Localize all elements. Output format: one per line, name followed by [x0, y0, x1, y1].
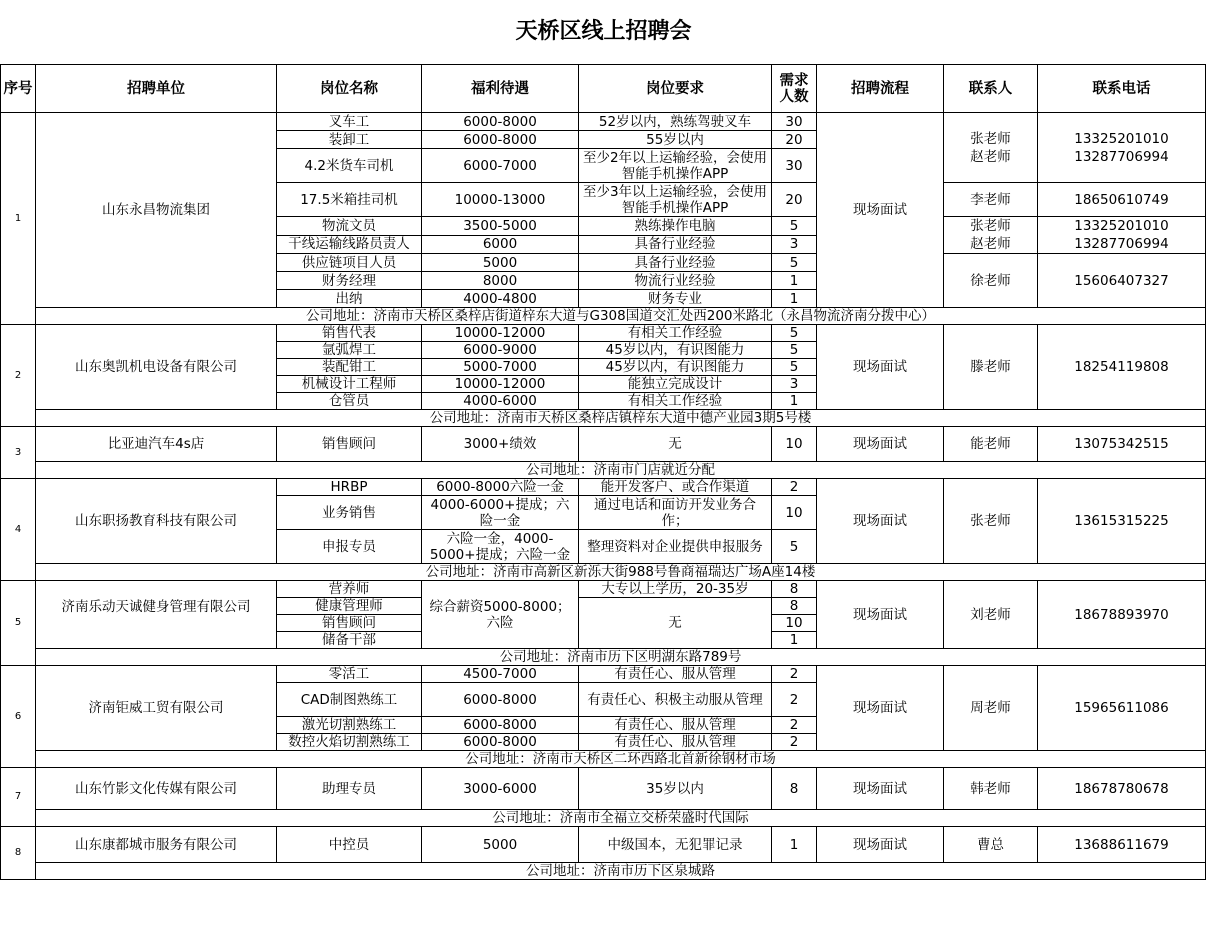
salary: 3000-6000: [422, 768, 579, 810]
position-name: 仓管员: [277, 393, 422, 410]
salary: 6000: [422, 235, 579, 254]
salary: 6000-8000: [422, 683, 579, 717]
row-number: 4: [1, 479, 36, 581]
headcount: 8: [772, 768, 817, 810]
company-address: 公司地址：济南市门店就近分配: [36, 462, 1206, 479]
company-name: 山东永昌物流集团: [36, 113, 277, 308]
position-name: 中控员: [277, 827, 422, 863]
position-name: 销售顾问: [277, 615, 422, 632]
company-address: 公司地址：济南市全福立交桥荣盛时代国际: [36, 810, 1206, 827]
company-address: 公司地址：济南市历下区泉城路: [36, 863, 1206, 880]
position-name: 干线运输线路员责人: [277, 235, 422, 254]
headcount: 30: [772, 113, 817, 131]
company-name: 济南乐动天诚健身管理有限公司: [36, 581, 277, 649]
requirement: 有责任心、服从管理: [579, 666, 772, 683]
hiring-process: 现场面试: [817, 581, 944, 649]
salary: 6000-8000六险一金: [422, 479, 579, 496]
headcount: 3: [772, 376, 817, 393]
requirement: 整理资料对企业提供申报服务: [579, 530, 772, 564]
table-row: [1, 827, 1206, 863]
header-no: 序号: [1, 65, 36, 113]
contact-phone: 15965611086: [1038, 666, 1206, 751]
requirement: 通过电话和面访开发业务合作；: [579, 496, 772, 530]
hiring-process: 现场面试: [817, 479, 944, 564]
header-phone: 联系电话: [1038, 65, 1206, 113]
headcount: 3: [772, 235, 817, 254]
salary: 5000-7000: [422, 359, 579, 376]
headcount: 10: [772, 496, 817, 530]
header-contact: 联系人: [944, 65, 1038, 113]
contact-person: 韩老师: [944, 768, 1038, 810]
company-address: 公司地址：济南市天桥区桑梓店镇梓东大道中德产业园3期5号楼: [36, 410, 1206, 427]
contact-phone: 15606407327: [1038, 254, 1206, 308]
salary: 4000-6000+提成；六险一金: [422, 496, 579, 530]
header-position: 岗位名称: [277, 65, 422, 113]
requirement: 具备行业经验: [579, 254, 772, 272]
headcount: 8: [772, 598, 817, 615]
company-name: 山东职扬教育科技有限公司: [36, 479, 277, 564]
requirement: 至少2年以上运输经验，会使用智能手机操作APP: [579, 149, 772, 183]
job-fair-table: [0, 64, 1206, 880]
salary: 六险一金，4000-5000+提成；六险一金: [422, 530, 579, 564]
position-name: 申报专员: [277, 530, 422, 564]
contact-phone: 13075342515: [1038, 427, 1206, 462]
headcount: 5: [772, 530, 817, 564]
position-name: 物流文员: [277, 217, 422, 236]
header-requirement: 岗位要求: [579, 65, 772, 113]
row-number: 3: [1, 427, 36, 479]
position-name: CAD制图熟练工: [277, 683, 422, 717]
contact-person: 张老师: [944, 479, 1038, 564]
headcount: 1: [772, 827, 817, 863]
table-row: [1, 427, 1206, 462]
row-number: 1: [1, 113, 36, 325]
hiring-process: 现场面试: [817, 768, 944, 810]
company-address: 公司地址：济南市高新区新泺大街988号鲁商福瑞达广场A座14楼: [36, 564, 1206, 581]
position-name: 氩弧焊工: [277, 342, 422, 359]
table-row: [1, 325, 1206, 342]
position-name: 销售代表: [277, 325, 422, 342]
position-name: 财务经理: [277, 272, 422, 290]
salary: 10000-12000: [422, 325, 579, 342]
address-row: [1, 751, 1206, 768]
hiring-process: 现场面试: [817, 666, 944, 751]
position-name: 数控火焰切割熟练工: [277, 734, 422, 751]
contact-phone: 13325201010 13287706994: [1038, 217, 1206, 254]
contact-person: 徐老师: [944, 254, 1038, 308]
table-row: [1, 768, 1206, 810]
address-row: [1, 649, 1206, 666]
table-row: [1, 479, 1206, 496]
headcount: 1: [772, 632, 817, 649]
requirement: 45岁以内，有识图能力: [579, 359, 772, 376]
headcount: 5: [772, 254, 817, 272]
headcount: 2: [772, 666, 817, 683]
requirement: 物流行业经验: [579, 272, 772, 290]
headcount: 2: [772, 717, 817, 734]
salary: 4000-4800: [422, 290, 579, 308]
position-name: 助理专员: [277, 768, 422, 810]
headcount: 20: [772, 131, 817, 149]
company-name: 山东竹影文化传媒有限公司: [36, 768, 277, 810]
company-name: 山东康都城市服务有限公司: [36, 827, 277, 863]
contact-person: 滕老师: [944, 325, 1038, 410]
contact-person: 李老师: [944, 183, 1038, 217]
headcount: 1: [772, 393, 817, 410]
contact-phone: 13688611679: [1038, 827, 1206, 863]
salary: 5000: [422, 827, 579, 863]
table-row: [1, 113, 1206, 131]
header-company: 招聘单位: [36, 65, 277, 113]
salary: 6000-8000: [422, 113, 579, 131]
requirement: 大专以上学历，20-35岁: [579, 581, 772, 598]
table-row: [1, 666, 1206, 683]
salary: 10000-13000: [422, 183, 579, 217]
contact-phone: 18254119808: [1038, 325, 1206, 410]
company-name: 比亚迪汽车4s店: [36, 427, 277, 462]
header-row: [1, 65, 1206, 113]
requirement: 能独立完成设计: [579, 376, 772, 393]
contact-person: 刘老师: [944, 581, 1038, 649]
position-name: 装卸工: [277, 131, 422, 149]
contact-person: 张老师 赵老师: [944, 217, 1038, 254]
salary: 8000: [422, 272, 579, 290]
headcount: 8: [772, 581, 817, 598]
salary: 5000: [422, 254, 579, 272]
hiring-process: 现场面试: [817, 325, 944, 410]
row-number: 5: [1, 581, 36, 666]
position-name: HRBP: [277, 479, 422, 496]
headcount: 5: [772, 359, 817, 376]
headcount: 5: [772, 325, 817, 342]
salary: 3000+绩效: [422, 427, 579, 462]
headcount: 1: [772, 290, 817, 308]
salary: 3500-5000: [422, 217, 579, 236]
position-name: 叉车工: [277, 113, 422, 131]
company-name: 山东奥凯机电设备有限公司: [36, 325, 277, 410]
row-number: 7: [1, 768, 36, 827]
position-name: 供应链项目人员: [277, 254, 422, 272]
headcount: 10: [772, 427, 817, 462]
position-name: 业务销售: [277, 496, 422, 530]
position-name: 储备干部: [277, 632, 422, 649]
requirement: 无: [579, 427, 772, 462]
hiring-process: 现场面试: [817, 427, 944, 462]
position-name: 零活工: [277, 666, 422, 683]
salary: 6000-7000: [422, 149, 579, 183]
contact-phone: 13325201010 13287706994: [1038, 113, 1206, 183]
requirement: 52岁以内，熟练驾驶叉车: [579, 113, 772, 131]
contact-person: 周老师: [944, 666, 1038, 751]
company-address: 公司地址：济南市天桥区二环西路北首新徐钢材市场: [36, 751, 1206, 768]
contact-phone: 18650610749: [1038, 183, 1206, 217]
header-count: 需求人数: [772, 65, 817, 113]
row-number: 2: [1, 325, 36, 427]
requirement: 有相关工作经验: [579, 325, 772, 342]
address-row: [1, 564, 1206, 581]
salary: 10000-12000: [422, 376, 579, 393]
requirement: 中级国本，无犯罪记录: [579, 827, 772, 863]
address-row: [1, 308, 1206, 325]
requirement: 有责任心、服从管理: [579, 717, 772, 734]
address-row: [1, 462, 1206, 479]
requirement: 55岁以内: [579, 131, 772, 149]
requirement: 财务专业: [579, 290, 772, 308]
salary: 6000-8000: [422, 734, 579, 751]
headcount: 5: [772, 342, 817, 359]
position-name: 营养师: [277, 581, 422, 598]
contact-phone: 13615315225: [1038, 479, 1206, 564]
requirement: 熟练操作电脑: [579, 217, 772, 236]
headcount: 30: [772, 149, 817, 183]
position-name: 销售顾问: [277, 427, 422, 462]
headcount: 2: [772, 683, 817, 717]
requirement: 无: [579, 598, 772, 649]
company-name: 济南钜威工贸有限公司: [36, 666, 277, 751]
company-address: 公司地址：济南市历下区明湖东路789号: [36, 649, 1206, 666]
requirement: 45岁以内，有识图能力: [579, 342, 772, 359]
requirement: 有相关工作经验: [579, 393, 772, 410]
headcount: 10: [772, 615, 817, 632]
contact-phone: 18678780678: [1038, 768, 1206, 810]
contact-person: 能老师: [944, 427, 1038, 462]
position-name: 17.5米箱挂司机: [277, 183, 422, 217]
contact-person: 曹总: [944, 827, 1038, 863]
hiring-process: 现场面试: [817, 827, 944, 863]
position-name: 出纳: [277, 290, 422, 308]
row-number: 8: [1, 827, 36, 880]
requirement: 有责任心、服从管理: [579, 734, 772, 751]
salary: 6000-8000: [422, 131, 579, 149]
headcount: 20: [772, 183, 817, 217]
salary: 综合薪资5000-8000；六险: [422, 581, 579, 649]
hiring-process: 现场面试: [817, 113, 944, 308]
position-name: 机械设计工程师: [277, 376, 422, 393]
salary: 6000-8000: [422, 717, 579, 734]
company-address: 公司地址：济南市天桥区桑梓店街道梓东大道与G308国道交汇处西200米路北（永昌物流济南分拨中心）: [36, 308, 1206, 325]
contact-phone: 18678893970: [1038, 581, 1206, 649]
requirement: 有责任心、积极主动服从管理: [579, 683, 772, 717]
salary: 4500-7000: [422, 666, 579, 683]
address-row: [1, 810, 1206, 827]
requirement: 具备行业经验: [579, 235, 772, 254]
header-process: 招聘流程: [817, 65, 944, 113]
headcount: 1: [772, 272, 817, 290]
contact-person: 张老师 赵老师: [944, 113, 1038, 183]
position-name: 激光切割熟练工: [277, 717, 422, 734]
page-title: 天桥区线上招聘会: [515, 19, 692, 44]
position-name: 健康管理师: [277, 598, 422, 615]
salary: 4000-6000: [422, 393, 579, 410]
position-name: 装配钳工: [277, 359, 422, 376]
position-name: 4.2米货车司机: [277, 149, 422, 183]
table-row: [1, 581, 1206, 598]
requirement: 能开发客户、或合作渠道: [579, 479, 772, 496]
requirement: 至少3年以上运输经验，会使用智能手机操作APP: [579, 183, 772, 217]
headcount: 2: [772, 734, 817, 751]
address-row: [1, 863, 1206, 880]
requirement: 35岁以内: [579, 768, 772, 810]
headcount: 5: [772, 217, 817, 236]
row-number: 6: [1, 666, 36, 768]
header-salary: 福利待遇: [422, 65, 579, 113]
headcount: 2: [772, 479, 817, 496]
address-row: [1, 410, 1206, 427]
salary: 6000-9000: [422, 342, 579, 359]
